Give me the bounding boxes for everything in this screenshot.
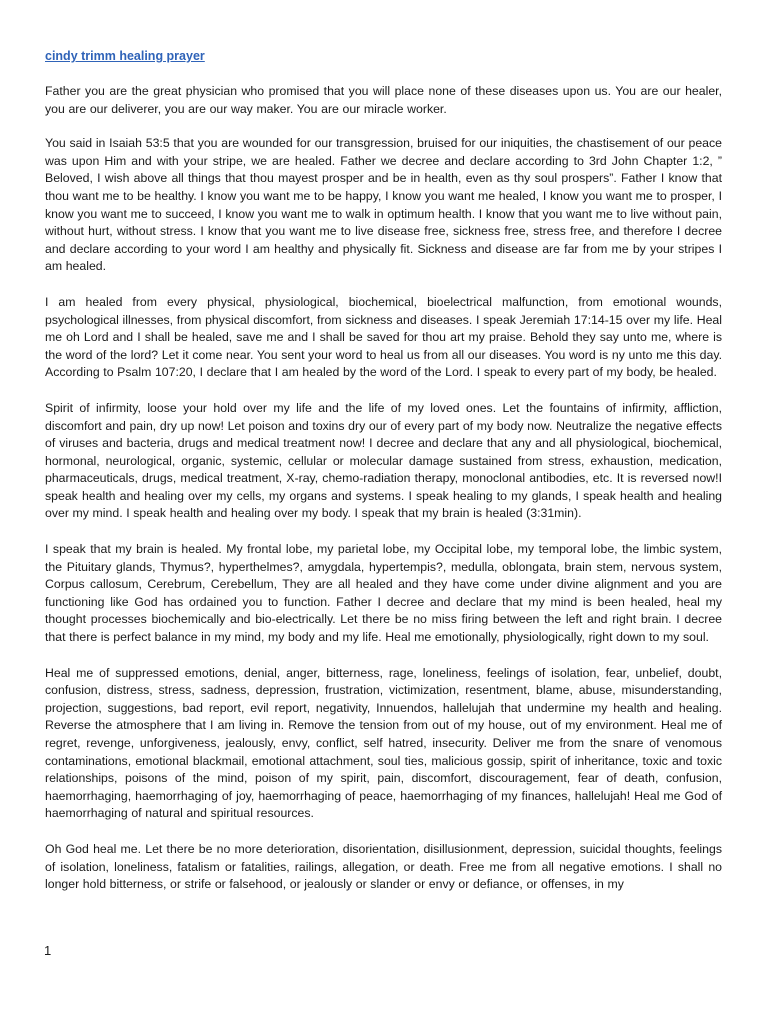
paragraph-2: You said in Isaiah 53:5 that you are wounded for our transgression, bruised for our iniquities, the chastisement of our peace was upon Him and with your stripe, we are healed. Father we decree and declare according to 3rd John Chapter 1:2, ” Beloved, I wish above all things that thou mayest prosper and be in health, even as thy soul prospers”. Father I know that thou want me to be healthy. I know you want me to be happy, I know you want me healed, I know you want me to prosper, I know you want me to succeed, I know you want me to walk in optimum health. I know that you want me to live without pain, without hurt, without stress. I know that you want me to live disease free, sickness free, stress free, and therefore I decree and declare according to your word I am healthy and physically fit. Sickness and disease are far from me by your stripes I am healed. (45, 136, 722, 274)
paragraph-6: Heal me of suppressed emotions, denial, anger, bitterness, rage, loneliness, feelings of isolation, fear, unbelief, doubt, confusion, distress, stress, sadness, depression, frustration, victimization, resentment, blame, abuse, misunderstanding, projection, suggestions, bad report, evil report, negativity, Innuendos, hallelujah that undermine my health and healing. Reverse the atmosphere that I am living in. Remove the tension from out of my house, out of my environment. Heal me of regret, revenge, unforgiveness, jealously, envy, conflict, self hatred, insecurity. Deliver me from the snare of venomous contaminations, emotional blackmail, emotional attachment, soul ties, malicious gossip, spirit of inheritance, toxic and toxic relationships, poisons of the mind, poison of my spirit, pain, discomfort, discouragement, fear of death, confusion, haemorrhaging, haemorrhaging of joy, haemorrhaging of peace, haemorrhaging of my finances, hallelujah! Heal me God of haemorrhaging of natural and spiritual resources. (45, 665, 722, 821)
document-body (45, 83, 722, 912)
paragraph-1: Father you are the great physician who promised that you will place none of these diseases upon us. You are our healer, you are our deliverer, you are our way maker. You are our miracle worker. (45, 84, 722, 116)
paragraph-4: Spirit of infirmity, loose your hold over my life and the life of my loved ones. Let the fountains of infirmity, affliction, discomfort and pain, dry up now! Let poison and toxins dry our of every part of my body now. Neutralize the negative effects of viruses and bacteria, drugs and medical treatment now! I decree and declare that any and all physiological, biochemical, hormonal, neurological, organic, systemic, cellular or molecular damage sustained from stress, exhaustion, medication, pharmaceuticals, drugs, medical treatment, X-ray, chemo-radiation therapy, monoclonal antibodies, etc. It is reversed now!I speak health and healing over my cells, my organs and systems. I speak healing to my glands, I speak health and healing over my mind. I speak health and healing over my body. I speak that my brain is healed (3:31min). (45, 400, 722, 521)
paragraph-7: Oh God heal me. Let there be no more deterioration, disorientation, disillusionment, depression, suicidal thoughts, feelings of isolation, loneliness, fatalism or fatalities, railings, allegation, or death. Free me from all negative emotions. I shall no longer hold bitterness, or strife or falsehood, or jealously or slander or envy or defiance, or offenses, in my (45, 841, 722, 892)
paragraph-5: I speak that my brain is healed. My frontal lobe, my parietal lobe, my Occipital lobe, my temporal lobe, the limbic system, the Pituitary glands, Thymus?, hyperthelmes?, amygdala, hypertempis?, medulla, oblongata, brain stem, nervous system, Corpus callosum, Cerebrum, Cerebellum, They are all healed and they have come under divine alignment and you are functioning like God has ordained you to function. Father I decree and declare that my mind is been healed, heal my thought processes biochemically and bio-electrically. Let there be no miss firing between the left and right brain. I decree that there is perfect balance in my mind, my body and my life. Heal me emotionally, physiologically, right down to my soul. (45, 542, 722, 645)
paragraph-3: I am healed from every physical, physiological, biochemical, bioelectrical malfunction, from emotional wounds, psychological illnesses, from physical discomfort, from sickness and diseases. I speak Jeremiah 17:14-15 over my life. Heal me oh Lord and I shall be healed, save me and I shall be saved for thou art my praise. Behold they say unto me, where is the word of the lord? Let it come near. You sent your word to heal us from all our diseases. You word is ny unto me this day. According to Psalm 107:20, I declare that I am healed by the word of the Lord. I speak to every part of my body, be healed. (45, 294, 722, 380)
page-number: 1 (44, 943, 52, 958)
document-title-link[interactable]: cindy trimm healing prayer (45, 49, 205, 63)
